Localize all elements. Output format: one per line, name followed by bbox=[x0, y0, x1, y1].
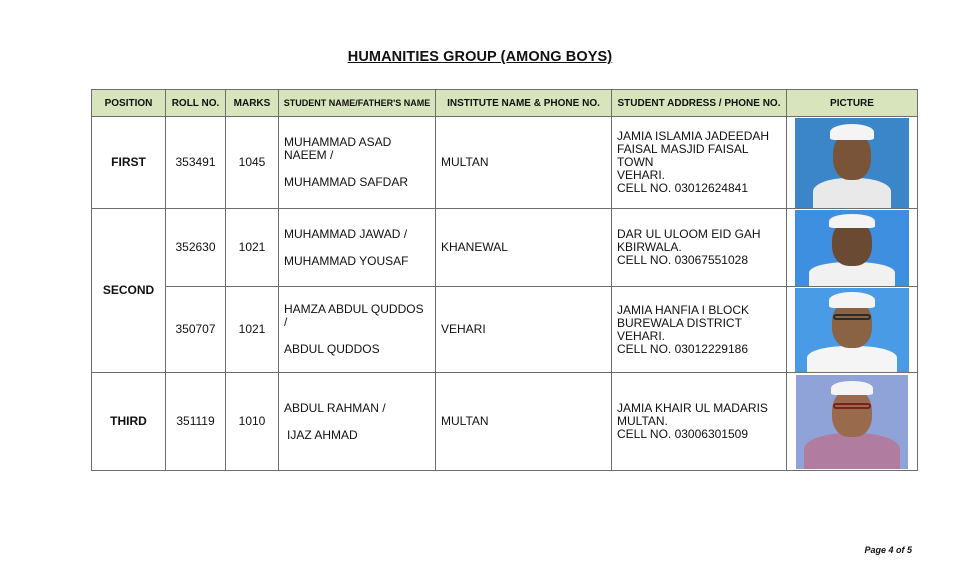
table-row bbox=[92, 209, 918, 287]
marks: 1021 bbox=[226, 209, 279, 287]
page-title: HUMANITIES GROUP (AMONG BOYS) bbox=[347, 49, 613, 65]
institute: MULTAN bbox=[436, 373, 612, 471]
position-third: THIRD bbox=[92, 373, 166, 471]
student-name-cell bbox=[279, 209, 436, 287]
address-line: DAR UL ULOOM EID GAH bbox=[617, 227, 761, 241]
father-name: MUHAMMAD SAFDAR bbox=[284, 175, 409, 189]
position-first: FIRST bbox=[92, 117, 166, 209]
father-name: MUHAMMAD YOUSAF bbox=[284, 253, 409, 268]
roll-no: 351119 bbox=[166, 373, 226, 471]
address-line: MULTAN. bbox=[617, 414, 668, 428]
cell-number: CELL NO. 03006301509 bbox=[617, 427, 748, 441]
header-address: STUDENT ADDRESS / PHONE NO. bbox=[612, 90, 787, 117]
institute: VEHARI bbox=[436, 287, 612, 373]
table-header-row bbox=[92, 90, 918, 117]
cell-number: CELL NO. 03012229186 bbox=[617, 341, 748, 356]
picture-cell bbox=[787, 117, 918, 209]
address-line: KBIRWALA. bbox=[617, 240, 682, 254]
header-picture: PICTURE bbox=[787, 90, 918, 117]
header-student-name: STUDENT NAME/FATHER'S NAME bbox=[279, 90, 436, 117]
cell-number: CELL NO. 03012624841 bbox=[617, 181, 748, 195]
table-row bbox=[92, 287, 918, 373]
address-line: VEHARI. bbox=[617, 328, 666, 343]
position-second: SECOND bbox=[92, 209, 166, 373]
marks: 1010 bbox=[226, 373, 279, 471]
father-name: IJAZ AHMAD bbox=[287, 427, 358, 442]
address-line: JAMIA ISLAMIA JADEEDAH bbox=[617, 129, 770, 143]
student-name-cont: NAEEM / bbox=[284, 148, 334, 162]
student-photo bbox=[796, 375, 908, 469]
student-photo bbox=[795, 288, 909, 372]
roll-no: 350707 bbox=[166, 287, 226, 373]
institute: KHANEWAL bbox=[436, 209, 612, 287]
results-table bbox=[91, 89, 918, 471]
address-line: BUREWALA DISTRICT bbox=[617, 315, 742, 330]
picture-cell bbox=[787, 373, 918, 471]
address-line: FAISAL MASJID FAISAL TOWN bbox=[617, 142, 749, 169]
roll-no: 352630 bbox=[166, 209, 226, 287]
address-cell bbox=[612, 117, 787, 209]
student-name-cell bbox=[279, 287, 436, 373]
marks: 1045 bbox=[226, 117, 279, 209]
address-line: JAMIA KHAIR UL MADARIS bbox=[617, 401, 768, 415]
cell-number: CELL NO. 03067551028 bbox=[617, 253, 748, 267]
address-cell bbox=[612, 209, 787, 287]
picture-cell bbox=[787, 287, 918, 373]
address-cell bbox=[612, 373, 787, 471]
student-name: HAMZA ABDUL QUDDOS / bbox=[284, 302, 424, 329]
student-name: ABDUL RAHMAN / bbox=[284, 400, 386, 415]
student-name-cell bbox=[279, 373, 436, 471]
address-line: VEHARI. bbox=[617, 168, 666, 182]
header-marks: MARKS bbox=[226, 90, 279, 117]
student-name: MUHAMMAD ASAD bbox=[284, 135, 392, 149]
address-line: JAMIA HANFIA I BLOCK bbox=[617, 302, 750, 317]
header-roll-no: ROLL NO. bbox=[166, 90, 226, 117]
table-row bbox=[92, 117, 918, 209]
address-cell bbox=[612, 287, 787, 373]
roll-no: 353491 bbox=[166, 117, 226, 209]
header-institute: INSTITUTE NAME & PHONE NO. bbox=[436, 90, 612, 117]
student-photo bbox=[795, 210, 909, 286]
header-position: POSITION bbox=[92, 90, 166, 117]
page-number: Page 4 of 5 bbox=[864, 545, 912, 555]
student-name: MUHAMMAD JAWAD / bbox=[284, 226, 408, 241]
picture-cell bbox=[787, 209, 918, 287]
table-row bbox=[92, 373, 918, 471]
institute: MULTAN bbox=[436, 117, 612, 209]
father-name: ABDUL QUDDOS bbox=[284, 342, 380, 356]
student-name-cell bbox=[279, 117, 436, 209]
student-photo bbox=[795, 118, 909, 208]
marks: 1021 bbox=[226, 287, 279, 373]
